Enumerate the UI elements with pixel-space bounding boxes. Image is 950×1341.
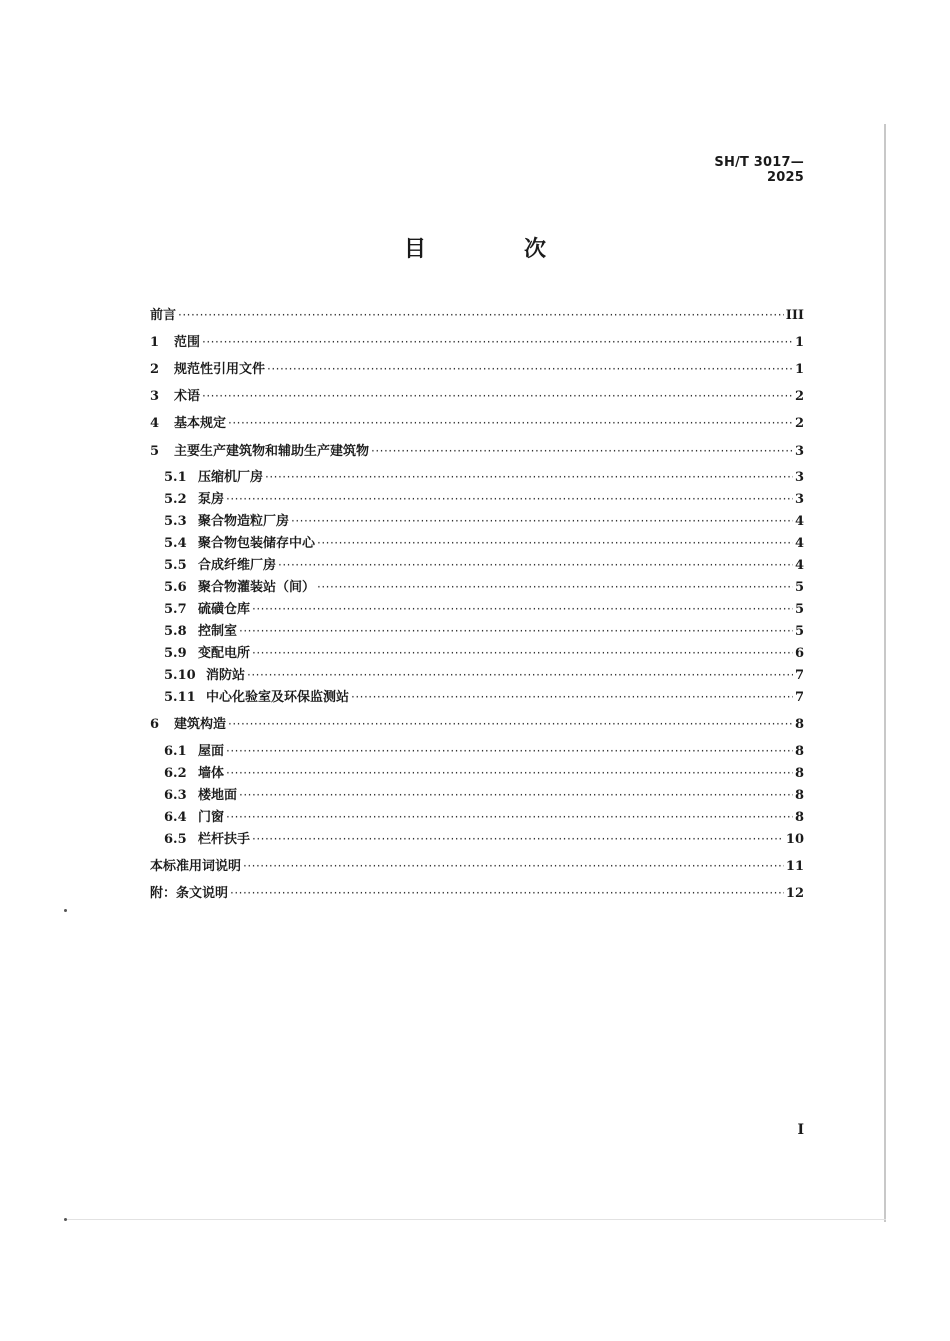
- toc-entry[interactable]: [164, 511, 804, 531]
- toc-entry-number: 5.6: [164, 580, 187, 595]
- toc-entry-page: 11: [785, 859, 804, 874]
- toc-entry-label: 聚合物包装储存中心: [198, 536, 316, 551]
- toc-entry[interactable]: [150, 359, 804, 379]
- toc-entry-number: 5.7: [164, 602, 187, 617]
- toc-entry[interactable]: [164, 577, 804, 597]
- toc-dot-leader: [291, 511, 793, 531]
- toc-entry[interactable]: [150, 883, 804, 903]
- toc-entry[interactable]: [164, 741, 804, 761]
- toc-entry-page: 12: [785, 886, 804, 901]
- toc-entry-number: 6.4: [164, 810, 187, 825]
- toc-entry-number: 5.5: [164, 558, 187, 573]
- toc-dot-leader: [243, 856, 784, 876]
- toc-entry-label: 聚合物灌装站（间）: [198, 580, 316, 595]
- toc-dot-leader: [267, 359, 793, 379]
- toc-dot-leader: [247, 665, 793, 685]
- toc-entry-page: 4: [794, 558, 804, 573]
- toc-dot-leader: [351, 687, 793, 707]
- toc-entry-label: 控制室: [198, 624, 238, 639]
- toc-entry[interactable]: [164, 599, 804, 619]
- toc-entry-page: 8: [794, 810, 804, 825]
- toc-entry-page: 7: [794, 690, 804, 705]
- toc-entry[interactable]: [150, 332, 804, 352]
- toc-entry-label: 变配电所: [198, 646, 251, 661]
- toc-entry-page: 4: [794, 514, 804, 529]
- toc-entry-label: 泵房: [198, 492, 225, 507]
- toc-entry-page: 8: [794, 766, 804, 781]
- toc-entry-number: 5.8: [164, 624, 187, 639]
- toc-entry[interactable]: [164, 829, 804, 849]
- toc-entry-number: 5.1: [164, 470, 187, 485]
- toc-dot-leader: [252, 829, 784, 849]
- toc-entry[interactable]: [164, 687, 804, 707]
- toc-entry-label: 门窗: [198, 810, 225, 825]
- toc-dot-leader: [239, 621, 793, 641]
- toc-entry-number: 5.11: [164, 690, 196, 705]
- toc-dot-leader: [278, 555, 793, 575]
- toc-entry-page: 6: [794, 646, 804, 661]
- toc-dot-leader: [226, 741, 793, 761]
- toc-entry-number: 1: [150, 335, 160, 350]
- toc-entry-page: 8: [794, 788, 804, 803]
- toc-entry[interactable]: [164, 643, 804, 663]
- toc-dot-leader: [252, 643, 793, 663]
- toc-dot-leader: [371, 441, 793, 461]
- toc-entry-label: 硫磺仓库: [198, 602, 251, 617]
- toc-entry-page: 2: [794, 389, 804, 404]
- toc-dot-leader: [230, 883, 784, 903]
- toc-entry-label: 压缩机厂房: [198, 470, 264, 485]
- toc-entry-label: 前言: [150, 308, 177, 323]
- toc-entry-page: 1: [794, 335, 804, 350]
- toc-entry-label: 规范性引用文件: [174, 362, 266, 377]
- toc-entry-page: 8: [794, 744, 804, 759]
- toc-entry-number: 5.2: [164, 492, 187, 507]
- toc-entry-number: 5.3: [164, 514, 187, 529]
- toc-dot-leader: [178, 305, 784, 325]
- toc-entry-page: III: [785, 308, 804, 323]
- toc-entry-page: 3: [794, 492, 804, 507]
- toc-dot-leader: [317, 533, 793, 553]
- toc-entry[interactable]: [164, 489, 804, 509]
- toc-entry-label: 栏杆扶手: [198, 832, 251, 847]
- toc-entry-label: 本标准用词说明: [150, 859, 242, 874]
- toc-dot-leader: [226, 807, 793, 827]
- toc-entry-page: 5: [794, 580, 804, 595]
- toc-entry-label: 楼地面: [198, 788, 238, 803]
- toc-entry-number: 6.3: [164, 788, 187, 803]
- toc-entry-page: 3: [794, 470, 804, 485]
- toc-entry-number: 6.5: [164, 832, 187, 847]
- toc-entry-label: 附：条文说明: [150, 886, 229, 901]
- toc-entry[interactable]: [150, 714, 804, 734]
- toc-entry-label: 基本规定: [174, 416, 227, 431]
- toc-entry-label: 聚合物造粒厂房: [198, 514, 290, 529]
- toc-entry-page: 7: [794, 668, 804, 683]
- toc-entry-label: 范围: [174, 335, 201, 350]
- toc-dot-leader: [252, 599, 793, 619]
- toc-entry[interactable]: [164, 533, 804, 553]
- standard-code: SH/T 3017—2025: [714, 155, 804, 185]
- toc-entry[interactable]: [164, 467, 804, 487]
- toc-entry[interactable]: [164, 665, 804, 685]
- toc-entry-label: 中心化验室及环保监测站: [206, 690, 350, 705]
- toc-dot-leader: [228, 714, 793, 734]
- toc-entry-page: 10: [785, 832, 804, 847]
- toc-entry[interactable]: [150, 386, 804, 406]
- toc-entry-number: 5.10: [164, 668, 196, 683]
- toc-entry-label: 屋面: [198, 744, 225, 759]
- toc-entry-label: 合成纤维厂房: [198, 558, 277, 573]
- toc-dot-leader: [226, 763, 793, 783]
- toc-dot-leader: [202, 386, 793, 406]
- toc-entry-number: 5: [150, 444, 160, 459]
- toc-entry-page: 8: [794, 717, 804, 732]
- toc-entry[interactable]: [150, 856, 804, 876]
- toc-entry-page: 4: [794, 536, 804, 551]
- toc-entry-page: 5: [794, 602, 804, 617]
- toc-dot-leader: [317, 577, 793, 597]
- toc-entry-label: 术语: [174, 389, 201, 404]
- toc-entry[interactable]: [164, 555, 804, 575]
- toc-entry-number: 5.4: [164, 536, 187, 551]
- toc-entry-label: 消防站: [206, 668, 246, 683]
- toc-entry[interactable]: [164, 785, 804, 805]
- toc-entry[interactable]: [150, 305, 804, 325]
- toc-entry[interactable]: [150, 413, 804, 433]
- toc-entry-page: 2: [794, 416, 804, 431]
- toc-entry[interactable]: [164, 621, 804, 641]
- toc-entry-label: 主要生产建筑物和辅助生产建筑物: [174, 444, 370, 459]
- toc-entry-label: 墙体: [198, 766, 225, 781]
- toc-dot-leader: [226, 489, 793, 509]
- toc-entry-number: 3: [150, 389, 160, 404]
- page-edge-right: [884, 124, 886, 1222]
- toc-entry-number: 6.1: [164, 744, 187, 759]
- toc-entry-number: 4: [150, 416, 160, 431]
- toc-entry-number: 2: [150, 362, 160, 377]
- toc-dot-leader: [265, 467, 793, 487]
- toc-entry-number: 5.9: [164, 646, 187, 661]
- toc-entry-page: 3: [794, 444, 804, 459]
- page-edge-bottom: [66, 1219, 886, 1220]
- toc-entry[interactable]: [164, 763, 804, 783]
- toc-entry-page: 5: [794, 624, 804, 639]
- toc-entry-page: 1: [794, 362, 804, 377]
- page-number: I: [797, 1122, 804, 1138]
- scan-speck: [64, 909, 67, 912]
- toc-dot-leader: [228, 413, 793, 433]
- toc-entry-label: 建筑构造: [174, 717, 227, 732]
- scan-speck: [64, 1218, 67, 1221]
- toc-entry[interactable]: [150, 441, 804, 461]
- toc-dot-leader: [239, 785, 793, 805]
- toc-entry-number: 6.2: [164, 766, 187, 781]
- toc-entry[interactable]: [164, 807, 804, 827]
- toc-entry-number: 6: [150, 717, 160, 732]
- page-title: 目 次: [403, 237, 584, 262]
- toc-dot-leader: [202, 332, 793, 352]
